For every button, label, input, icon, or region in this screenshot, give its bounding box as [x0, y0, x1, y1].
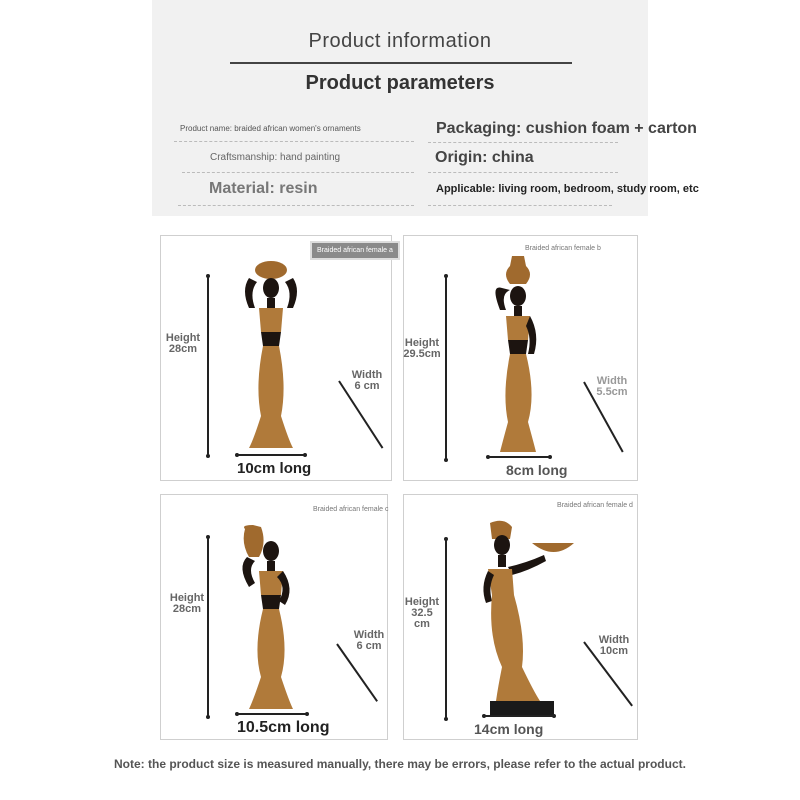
product-label: Braided african female b	[525, 245, 601, 252]
title-divider	[230, 62, 572, 64]
width-label-text: Width	[351, 369, 383, 381]
width-label	[349, 630, 389, 652]
page-title: Product parameters	[305, 72, 495, 94]
width-label	[592, 376, 632, 398]
param-material: Material: resin	[209, 180, 318, 197]
height-label	[402, 338, 442, 360]
dashed-divider	[182, 172, 414, 173]
width-label-text: Width	[598, 634, 630, 646]
height-value: 29.5cm	[403, 348, 441, 360]
width-value: 5.5cm	[596, 386, 628, 398]
dashed-divider	[428, 172, 618, 173]
height-label-text: Height	[404, 596, 440, 608]
dashed-divider	[428, 205, 612, 206]
height-label-text: Height	[404, 337, 440, 349]
product-card-d	[403, 494, 638, 740]
length-dimension-line	[237, 454, 305, 456]
length-dimension-line	[488, 456, 550, 458]
width-label	[347, 370, 387, 392]
width-dimension-line	[336, 643, 378, 701]
param-craftsmanship: Craftsmanship: hand painting	[210, 152, 341, 163]
height-label-text: Height	[169, 592, 205, 604]
param-applicable: Applicable: living room, bedroom, study room, etc	[436, 183, 699, 195]
height-label	[163, 333, 203, 355]
height-dimension-line	[207, 276, 209, 456]
disclaimer-note: Note: the product size is measured manually, there may be errors, please refer to the actual product.	[114, 757, 686, 771]
param-product-name: Product name: braided african women's ornaments	[180, 124, 361, 133]
figurine-a-image	[231, 256, 311, 456]
dashed-divider	[174, 141, 414, 142]
product-card-c	[160, 494, 388, 740]
dashed-divider	[178, 205, 414, 206]
product-info-panel	[152, 0, 699, 216]
width-label-text: Width	[596, 375, 628, 387]
width-value: 6 cm	[354, 380, 380, 392]
height-value: 28cm	[168, 343, 198, 355]
param-packaging: Packaging: cushion foam + carton	[436, 120, 697, 137]
width-value: 10cm	[599, 645, 629, 657]
section-title: Product information	[308, 30, 492, 52]
height-label-text: Height	[165, 332, 201, 344]
figurine-c-image	[231, 521, 311, 717]
length-value: 10cm long	[237, 460, 312, 477]
length-value: 8cm long	[506, 462, 568, 478]
length-dimension-line	[484, 715, 554, 717]
width-label	[594, 635, 634, 657]
figurine-d-image	[478, 517, 578, 719]
width-label-text: Width	[353, 629, 385, 641]
height-dimension-line	[207, 537, 209, 717]
product-card-b	[403, 235, 638, 481]
height-dimension-line	[445, 539, 447, 719]
height-value: 28cm	[172, 603, 202, 615]
length-value: 10.5cm long	[237, 719, 330, 736]
param-origin: Origin: china	[435, 149, 534, 166]
product-label: Braided african female d	[557, 502, 633, 509]
height-value: 32.5 cm	[411, 607, 433, 630]
figurine-b-image	[482, 254, 562, 460]
height-dimension-line	[445, 276, 447, 460]
width-value: 6 cm	[356, 640, 382, 652]
length-dimension-line	[237, 713, 307, 715]
dashed-divider	[428, 142, 618, 143]
height-label	[402, 597, 442, 630]
product-label: Braided african female a	[310, 241, 400, 260]
height-label	[167, 593, 207, 615]
length-value: 14cm long	[474, 721, 544, 737]
product-card-a	[160, 235, 392, 481]
product-label: Braided african female c	[313, 506, 389, 513]
